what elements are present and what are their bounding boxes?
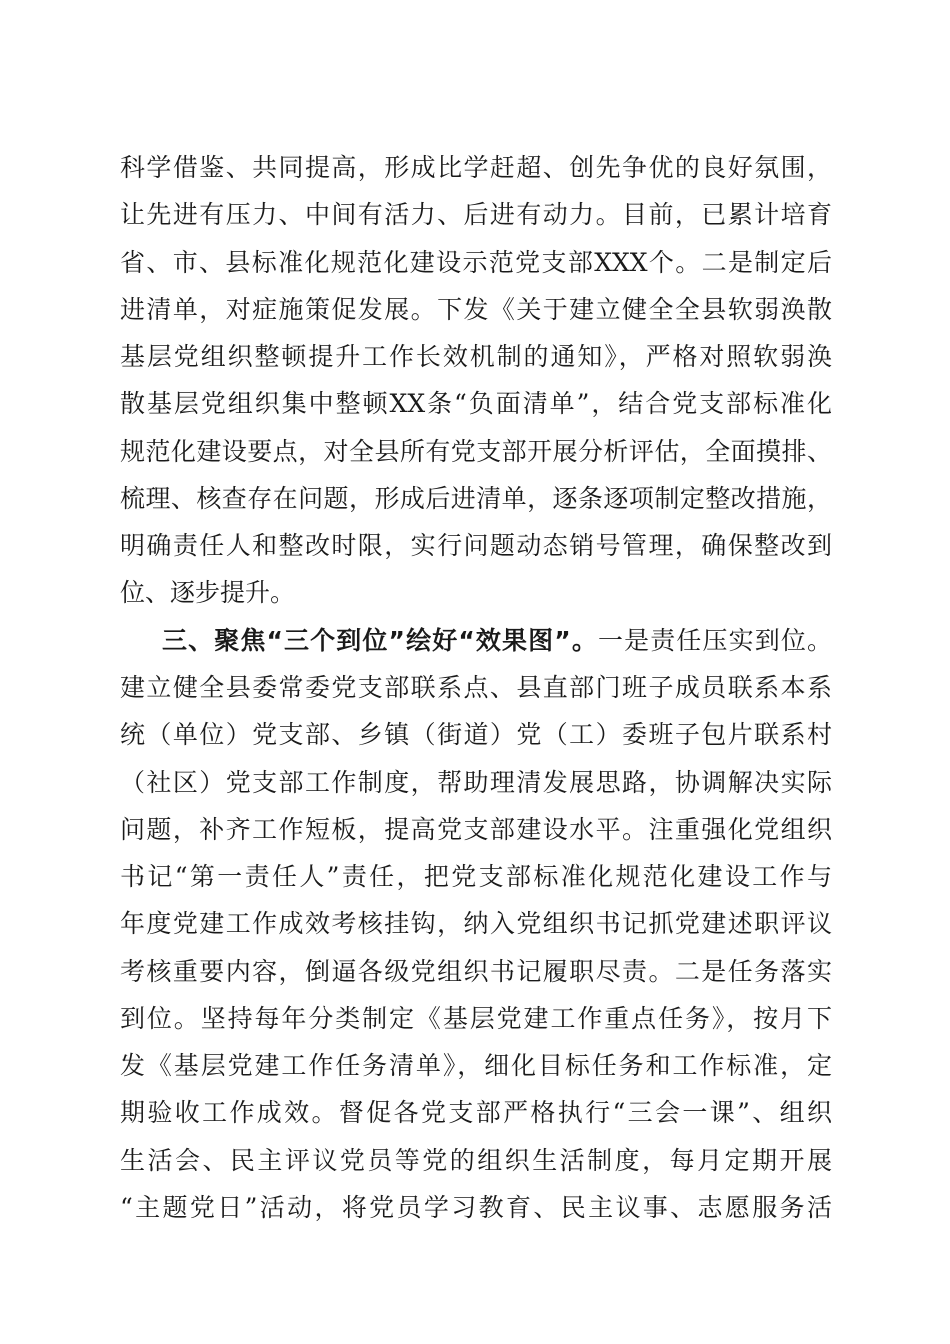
paragraph-line: 位、逐步提升。: [120, 578, 296, 607]
paragraph-line: 统（单位）党支部、乡镇（街道）党（工）委班子包片联系村: [120, 720, 832, 749]
paragraph-line: 发《基层党建工作任务清单》，细化目标任务和工作标准，定: [120, 1051, 832, 1080]
paragraph-line: 期验收工作成效。督促各党支部严格执行“三会一课”、组织: [120, 1098, 832, 1127]
paragraph-line: 进清单，对症施策促发展。下发《关于建立健全全县软弱涣散: [120, 295, 832, 324]
paragraph-line: 考核重要内容，倒逼各级党组织书记履职尽责。二是任务落实: [120, 957, 832, 986]
paragraph-line: 省、市、县标准化规范化建设示范党支部XXX个。二是制定后: [120, 248, 832, 277]
paragraph-line: 基层党组织整顿提升工作长效机制的通知》，严格对照软弱涣: [120, 342, 832, 371]
paragraph-line: 让先进有压力、中间有活力、后进有动力。目前，已累计培育: [120, 200, 832, 229]
paragraph-line: 梳理、核查存在问题，形成后进清单，逐条逐项制定整改措施，: [120, 484, 832, 513]
paragraph-line: 散基层党组织集中整顿XX条“负面清单”，结合党支部标准化: [120, 389, 832, 418]
paragraph-line: 年度党建工作成效考核挂钩，纳入党组织书记抓党建述职评议: [120, 909, 832, 938]
paragraph-line: （社区）党支部工作制度，帮助理清发展思路，协调解决实际: [120, 768, 832, 797]
paragraph-line: 科学借鉴、共同提高，形成比学赶超、创先争优的良好氛围，: [120, 153, 832, 182]
section-heading: 三、聚焦“三个到位”绘好“效果图”。: [162, 626, 598, 655]
section-heading-line: [162, 619, 832, 663]
paragraph-line: 明确责任人和整改时限，实行问题动态销号管理，确保整改到: [120, 531, 832, 560]
heading-continuation: 一是责任压实到位。: [597, 626, 832, 655]
paragraph-line: 建立健全县委常委党支部联系点、县直部门班子成员联系本系: [120, 673, 832, 702]
paragraph-line: 生活会、民主评议党员等党的组织生活制度，每月定期开展: [120, 1146, 832, 1175]
paragraph-line: “主题党日”活动，将党员学习教育、民主议事、志愿服务活: [120, 1193, 832, 1222]
paragraph-line: 问题，补齐工作短板，提高党支部建设水平。注重强化党组织: [120, 815, 832, 844]
paragraph-line: 书记“第一责任人”责任，把党支部标准化规范化建设工作与: [120, 862, 832, 891]
paragraph-line: 到位。坚持每年分类制定《基层党建工作重点任务》，按月下: [120, 1004, 832, 1033]
paragraph-line: 规范化建设要点，对全县所有党支部开展分析评估，全面摸排、: [120, 437, 832, 466]
